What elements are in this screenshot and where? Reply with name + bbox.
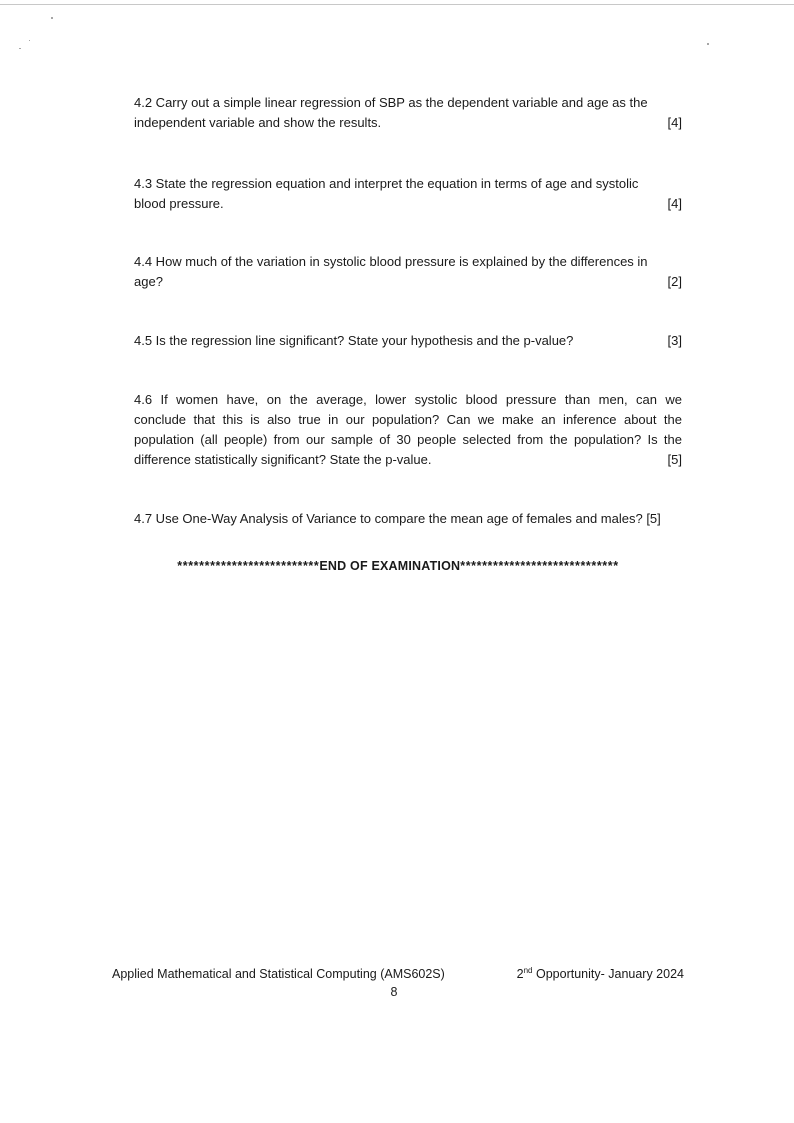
question-text: conclude that this is also true in our population? Can we make an inference about the <box>134 412 682 427</box>
question-text: 4.2 Carry out a simple linear regression of SBP as the dependent variable and age as the <box>134 95 648 110</box>
scan-edge-line <box>0 4 794 5</box>
question-text: difference statistically significant? State the p-value. <box>134 452 432 467</box>
banner-stars-left: ************************** <box>177 559 320 573</box>
question-4-7 <box>134 509 714 529</box>
question-text: 4.3 State the regression equation and interpret the equation in terms of age and systolic <box>134 176 639 191</box>
question-4-3 <box>134 174 682 214</box>
question-marks: [5] <box>667 452 682 467</box>
question-text: 4.6 If women have, on the average, lower systolic blood pressure than men, can we <box>134 392 682 407</box>
question-marks: [3] <box>667 333 682 348</box>
question-text: 4.5 Is the regression line significant? State your hypothesis and the p-value? <box>134 333 574 348</box>
end-of-examination-banner <box>118 559 678 573</box>
question-last-line <box>134 331 682 351</box>
scan-speck <box>29 40 30 41</box>
opportunity-text: Opportunity- January 2024 <box>532 967 684 981</box>
banner-stars-right: ***************************** <box>460 559 619 573</box>
question-text: population (all people) from our sample of 30 people selected from the population? Is the <box>134 432 682 447</box>
exam-opportunity <box>517 966 684 982</box>
question-4-2 <box>134 93 682 133</box>
scan-speck <box>19 48 21 49</box>
question-last-line <box>134 113 682 133</box>
opportunity-suffix: nd <box>523 966 533 975</box>
question-last-line <box>134 272 682 292</box>
question-text: blood pressure. <box>134 196 224 211</box>
banner-label: END OF EXAMINATION <box>319 559 461 573</box>
question-marks: [2] <box>667 274 682 289</box>
question-text: 4.4 How much of the variation in systolic blood pressure is explained by the differences in <box>134 254 648 269</box>
question-marks: [4] <box>667 196 682 211</box>
question-text: independent variable and show the results. <box>134 115 382 130</box>
scan-speck <box>51 17 53 19</box>
opportunity-number: 2 <box>516 967 524 981</box>
question-4-6 <box>134 390 682 470</box>
question-text: age? <box>134 274 163 289</box>
scan-speck <box>707 43 709 45</box>
course-title: Applied Mathematical and Statistical Computing (AMS602S) <box>112 967 445 981</box>
question-text: 4.7 Use One-Way Analysis of Variance to compare the mean age of females and males? [5] <box>134 511 661 526</box>
question-marks: [4] <box>667 115 682 130</box>
question-4-4 <box>134 252 682 292</box>
question-4-5 <box>134 331 682 351</box>
question-last-line <box>134 450 682 470</box>
page-footer <box>112 966 684 1000</box>
question-last-line <box>134 194 682 214</box>
page-number: 8 <box>390 985 398 999</box>
footer-row <box>112 966 684 982</box>
